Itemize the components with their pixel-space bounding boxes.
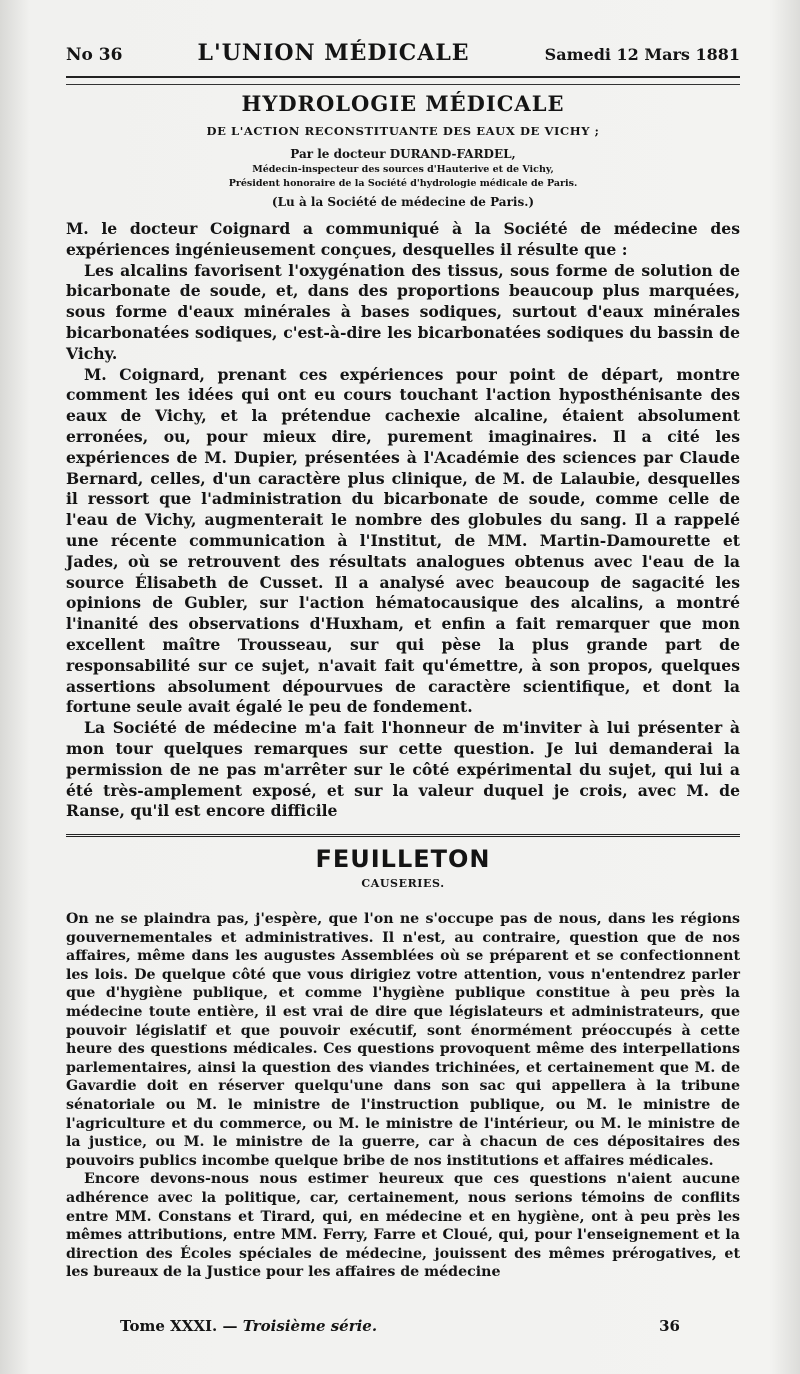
article-byline: Par le docteur DURAND-FARDEL, <box>290 147 516 161</box>
author-role-1: Médecin-inspecteur des sources d'Hauterive et de Vichy, <box>252 164 554 175</box>
footer-volume <box>120 1317 377 1335</box>
header-rule <box>66 76 740 78</box>
article-paragraph: Les alcalins favorisent l'oxygénation des tissus, sous forme de solution de bicarbonate de soude, et, dans des proportions beaucoup plus marquées, sous forme d'eaux minérales à bases sodiques, surtout d'eaux minérales bicarbonatées sodiques, c'est-à-dire les bicarbonatées sodiques du bassin de Vichy. <box>66 260 740 363</box>
issue-number: No 36 <box>66 45 123 65</box>
article-paragraph: M. le docteur Coignard a communiqué à la Société de médecine des expériences ingénieusement conçues, desquelles il résulte que : <box>66 219 740 259</box>
footer-tome: Tome XXXI. — <box>120 1317 238 1335</box>
article-title: HYDROLOGIE MÉDICALE <box>241 91 565 116</box>
feuilleton-subtitle: CAUSERIES. <box>361 877 445 891</box>
feuilleton-paragraph: Encore devons-nous nous estimer heureux que ces questions n'aient aucune adhérence avec la politique, car, certainement, nous serions témoins de conflits entre MM. Constans et Tirard, qui, en médecine et en hygiène, ont à peu près les mêmes attributions, entre MM. Ferry, Farre et Cloué, qui, pour l'enseignement et la direction des Écoles spéciales de médecine, jouissent des mêmes prérogatives, et les bureaux de la Justice pour les affaires de médecine <box>66 1171 740 1281</box>
read-at-note: (Lu à la Société de médecine de Paris.) <box>271 195 535 209</box>
feuilleton-rule <box>66 834 740 837</box>
journal-title: L'UNION MÉDICALE <box>197 40 470 66</box>
running-head <box>66 40 740 70</box>
feuilleton-paragraph: On ne se plaindra pas, j'espère, que l'on ne s'occupe pas de nous, dans les régions gouvernementales et administratives. Il n'est, au contraire, question que de nos affaires, même dans les augustes Assemblées où se préparent et se confectionnent les lois. De quelque côté que vous dirigiez votre attention, vous n'entendrez parler que d'hygiène publique, et comme l'hygiène publique constitue à peu près la médecine toute entière, il est vrai de dire que législateurs et administrateurs, que pouvoir législatif et que pouvoir exécutif, sont énormément préoccupés à cette heure des questions médicales. Ces questions provoquent même des interpellations parlementaires, ainsi la question des viandes trichinées, et certainement que M. de Gavardie doit en réserver quelqu'une dans son sac qui appellera à la tribune sénatoriale ou M. le ministre de l'instruction publique, ou M. le ministre de l'agriculture et du commerce, ou M. le ministre de l'intérieur, ou M. le ministre de la justice, ou M. le ministre de la guerre, car à chacun de ces dépositaires des pouvoirs publics incombe quelque bribe de nos institutions et affaires médicales. <box>66 911 740 1169</box>
author-role-2: Président honoraire de la Société d'hydrologie médicale de Paris. <box>228 178 578 189</box>
footer-series: Troisième série. <box>242 1317 378 1335</box>
page-number: 36 <box>659 1317 680 1335</box>
article-paragraph: M. Coignard, prenant ces expériences pour point de départ, montre comment les idées qui ont eu cours touchant l'action hyposthénisante des eaux de Vichy, et la prétendue cachexie alcaline, étaient absolument erronées, ou, pour mieux dire, purement imaginaires. Il a cité les expériences de M. Dupier, présentées à l'Académie des sciences par Claude Bernard, celles, d'un caractère plus clinique, de M. de Lalaubie, desquelles il ressort que l'administration du bicarbonate de soude, comme celle de l'eau de Vichy, augmenterait le nombre des globules du sang. Il a rappelé une récente communication à l'Institut, de MM. Martin-Damourette et Jades, où se retrouvent des résultats analogues obtenus avec l'eau de la source Élisabeth de Cusset. Il a analysé avec beaucoup de sagacité les opinions de Gubler, sur l'action hématocausique des alcalins, a montré l'inanité des observations d'Huxham, et enfin a fait remarquer que mon excellent maître Trousseau, sur qui pèse la plus grande part de responsabilité sur ce sujet, n'avait fait qu'émettre, à son propos, quelques assertions absolument dépourvues de caractère scientifique, et dont la fortune seule avait égalé le peu de fondement. <box>66 364 740 717</box>
header-rule-thin <box>66 84 740 85</box>
issue-date: Samedi 12 Mars 1881 <box>544 45 740 64</box>
article-subtitle: DE L'ACTION RECONSTITUANTE DES EAUX DE VICHY ; <box>206 124 600 138</box>
article-paragraph: La Société de médecine m'a fait l'honneur de m'inviter à lui présenter à mon tour quelques remarques sur cette question. Je lui demanderai la permission de ne pas m'arrêter sur le côté expérimental du sujet, qui lui a été très-amplement exposé, et sur la valeur duquel je crois, avec M. de Ranse, qu'il est encore difficile <box>66 718 740 821</box>
page-footer <box>120 1317 680 1335</box>
feuilleton-title: FEUILLETON <box>315 845 491 874</box>
